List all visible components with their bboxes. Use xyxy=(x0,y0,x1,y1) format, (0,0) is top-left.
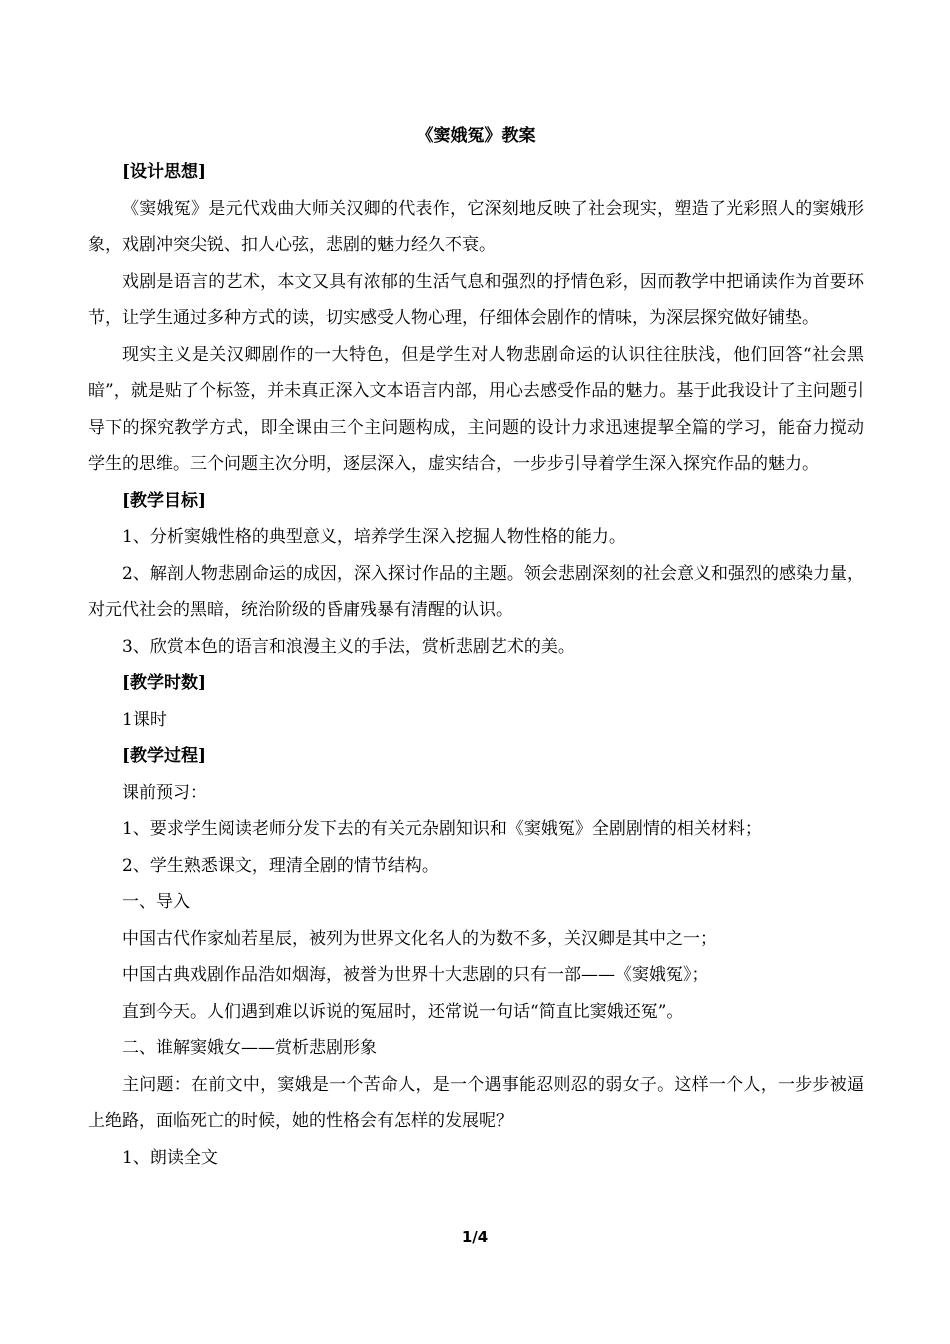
document-page xyxy=(88,118,864,1176)
section-heading-process: [教学过程] xyxy=(122,746,207,766)
hours-value: 1课时 xyxy=(122,709,167,730)
page-number-footer xyxy=(0,1228,950,1246)
section-heading-design: [设计思想] xyxy=(122,162,207,182)
current-page-number: 1 xyxy=(461,1228,473,1246)
process-line: 1、朗读全文 xyxy=(122,1147,218,1168)
process-line: 中国古典戏剧作品浩如烟海，被誉为世界十大悲剧的只有一部——《窦娥冤》； xyxy=(122,965,709,985)
paragraph: 《窦娥冤》是元代戏曲大师关汉卿的代表作，它深刻地反映了社会现实，塑造了光彩照人的窦娥形象，戏剧冲突尖锐、扣人心弦，悲剧的魅力经久不衰。 xyxy=(88,198,864,255)
section-heading-goals: [教学目标] xyxy=(122,490,207,511)
page-separator: / xyxy=(472,1228,478,1246)
section-heading-hours: [教学时数] xyxy=(122,673,207,693)
document-title: 《窦娥冤》教案 xyxy=(416,126,536,146)
process-line: 1、要求学生阅读老师分发下去的有关元杂剧知识和《窦娥冤》全剧剧情的相关材料； xyxy=(122,819,762,839)
goal-item: 1、分析窦娥性格的典型意义，培养学生深入挖掘人物性格的能力。 xyxy=(122,527,626,547)
paragraph: 现实主义是关汉卿剧作的一大特色，但是学生对人物悲剧命运的认识往往肤浅，他们回答“社会黑暗”，就是贴了个标签，并未真正深入文本语言内部，用心去感受作品的魅力。基于此我设计了主问题引导下的探究教学方式，即全课由三个主问题构成，主问题的设计力求迅速提挈全篇的学习，能奋力搅动学生的思维。三个问题主次分明，逐层深入，虚实结合，一步步引导着学生深入探究作品的魅力。 xyxy=(88,344,864,474)
process-line: 中国古代作家灿若星辰，被列为世界文化名人的为数不多，关汉卿是其中之一； xyxy=(122,928,717,949)
paragraph: 戏剧是语言的艺术，本文又具有浓郁的生活气息和强烈的抒情色彩，因而教学中把诵读作为首要环节，让学生通过多种方式的读，切实感受人物心理，仔细体会剧作的情味，为深层探究做好铺垫。 xyxy=(88,271,864,328)
total-pages: 4 xyxy=(477,1228,489,1246)
process-line: 二、谁解窦娥女——赏析悲剧形象 xyxy=(122,1038,377,1058)
process-line: 课前预习： xyxy=(122,782,207,803)
process-line: 主问题：在前文中，窦娥是一个苦命人，是一个遇事能忍则忍的弱女子。这样一个人，一步步被逼上绝路，面临死亡的时候，她的性格会有怎样的发展呢？ xyxy=(88,1074,864,1131)
goal-item: 2、解剖人物悲剧命运的成因，深入探讨作品的主题。领会悲剧深刻的社会意义和强烈的感染力量，对元代社会的黑暗，统治阶级的昏庸残暴有清醒的认识。 xyxy=(88,563,864,620)
process-line: 直到今天。人们遇到难以诉说的冤屈时，还常说一句话“简直比窦娥还冤”。 xyxy=(122,1001,684,1022)
goal-item: 3、欣赏本色的语言和浪漫主义的手法，赏析悲剧艺术的美。 xyxy=(122,636,575,657)
process-line: 一、导入 xyxy=(122,892,190,912)
process-line: 2、学生熟悉课文，理清全剧的情节结构。 xyxy=(122,855,439,876)
